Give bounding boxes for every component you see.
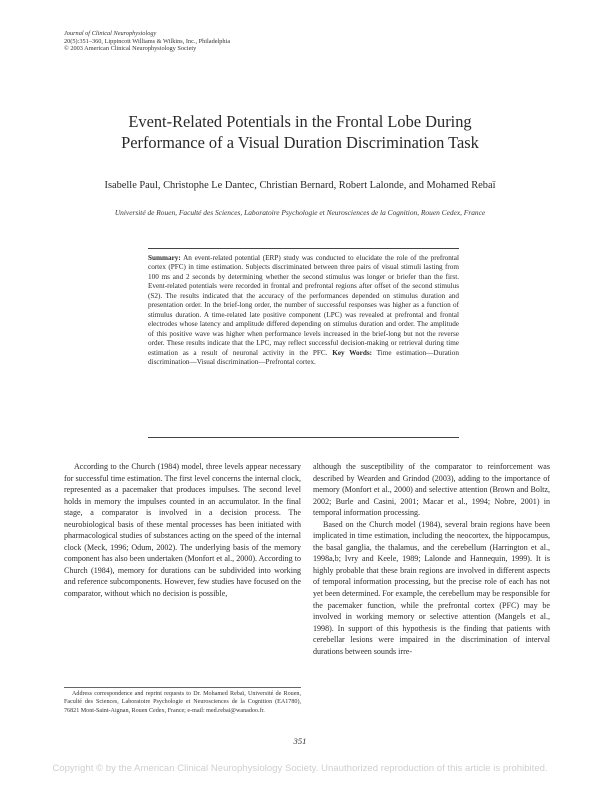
article-title [40,111,560,153]
abstract-top-rule [148,248,459,249]
summary-text: An event-related potential (ERP) study was conducted to elucidate the role of the prefrontal cortex (PFC) in time estimation. Subjects discriminated between three pairs of visual stimuli lasting from 100 ms and 2 seconds by determining whether the second stimulus was longer or briefer than the first. Event-related potentials were recorded in frontal and prefrontal regions after offset of the second stimulus (S2). The results indicated that the accuracy of the performances depended on stimulus duration and presentation order. In the brief-long order, the number of successful responses was higher as a function of stimulus duration. A time-related late positive component (LPC) was revealed at prefrontal and frontal electrodes whose latency and amplitude differed depending on stimulus duration and order. The amplitude of this positive wave was higher when performance levels increased in the brief-long but not the reverse order. These results indicate that the LPC, may reflect successful decision-making or retrieval during time estimation as a result of neuronal activity in the PFC. [148,254,459,357]
summary-label: Summary: [148,254,181,262]
keywords-label: Key Words: [332,348,373,357]
abstract [148,254,459,367]
authors: Isabelle Paul, Christophe Le Dantec, Christian Bernard, Robert Lalonde, and Mohamed Rebaï [104,180,496,191]
footnote-rule [64,687,301,688]
volume-line: 20(5):351–360, Lippincott Williams & Wilkins, Inc., Philadelphia [64,37,231,45]
page-number: 351 [293,736,307,746]
body-right-column [313,461,550,657]
body-paragraph: Based on the Church model (1984), several brain regions have been implicated in time estimation, including the neocortex, the hippocampus, the basal ganglia, the thalamus, and the cerebellum (Harrington et al., 1998a,b; Ivry and Keele, 1989; Lalonde and Hannequin, 1999). It is highly probable that these brain regions are involved in different aspects of temporal information processing, but the precise role of each has not yet been determined. For example, the cerebellum may be responsible for the pacemaker function, while the prefrontal cortex (PFC) may be involved in working memory or selective attention (Mangels et al., 1998). In support of this hypothesis is the finding that patients with cerebellar lesions were impaired in the discrimination of interval durations between sounds irre- [313,519,550,656]
body-paragraph: According to the Church (1984) model, three levels appear necessary for successful time estimation. The first level concerns the internal clock, represented as a pacemaker that produces impulses. The second level holds in memory the impulses counted in an accumulator. In the final stage, a comparator is involved in a decision process. The neurobiological basis of these mental processes has been initiated with pharmacological studies of substances acting on the speed of the internal clock (Meck, 1996; Odum, 2002). The underlying basis of the memory component has also been undertaken (Monfort et al., 2000). According to Church (1984), memory for durations can be subdivided into working and reference subcomponents. However, few studies have focused on the comparator, without which no decision is possible, [64,462,301,599]
body-left-column [64,461,301,600]
correspondence-footnote: Address correspondence and reprint requests to Dr. Mohamed Rebaï, Université de Rouen, Faculté des Sciences, Laboratoire Psychologie et Neurosciences de la Cognition (EA1780), 76821 Mont-Saint-Aignan, Rouen Cedex, France; e-mail: med.rebai@wanadoo.fr. [64,691,301,714]
copyright-watermark: Copyright © by the American Clinical Neurophysiology Society. Unauthorized reproduction of this article is prohibited. [52,763,548,774]
title-line-1: Event-Related Potentials in the Frontal Lobe During [128,112,472,131]
keywords-text: Time estimation—Duration discrimination—Visual discrimination—Prefrontal cortex. [148,348,459,366]
journal-header [64,30,230,53]
abstract-bottom-rule [148,437,459,438]
journal-name: Journal of Clinical Neurophysiology [64,30,157,37]
journal-copyright-line: © 2003 American Clinical Neurophysiology Society [64,45,197,53]
affiliation: Université de Rouen, Faculté des Sciences, Laboratoire Psychologie et Neurosciences de la Cognition, Rouen Cedex, France [114,208,486,217]
title-line-2: Performance of a Visual Duration Discrimination Task [121,133,479,152]
body-paragraph: although the susceptibility of the comparator to reinforcement was described by Wearden and Grindod (2003), adding to the importance of memory (Monfort et al., 2000) and selective attention (Brown and Boltz, 2002; Burle and Casini, 2001; Macar et al., 1994; Nobre, 2001) in temporal information processing. [313,462,550,518]
